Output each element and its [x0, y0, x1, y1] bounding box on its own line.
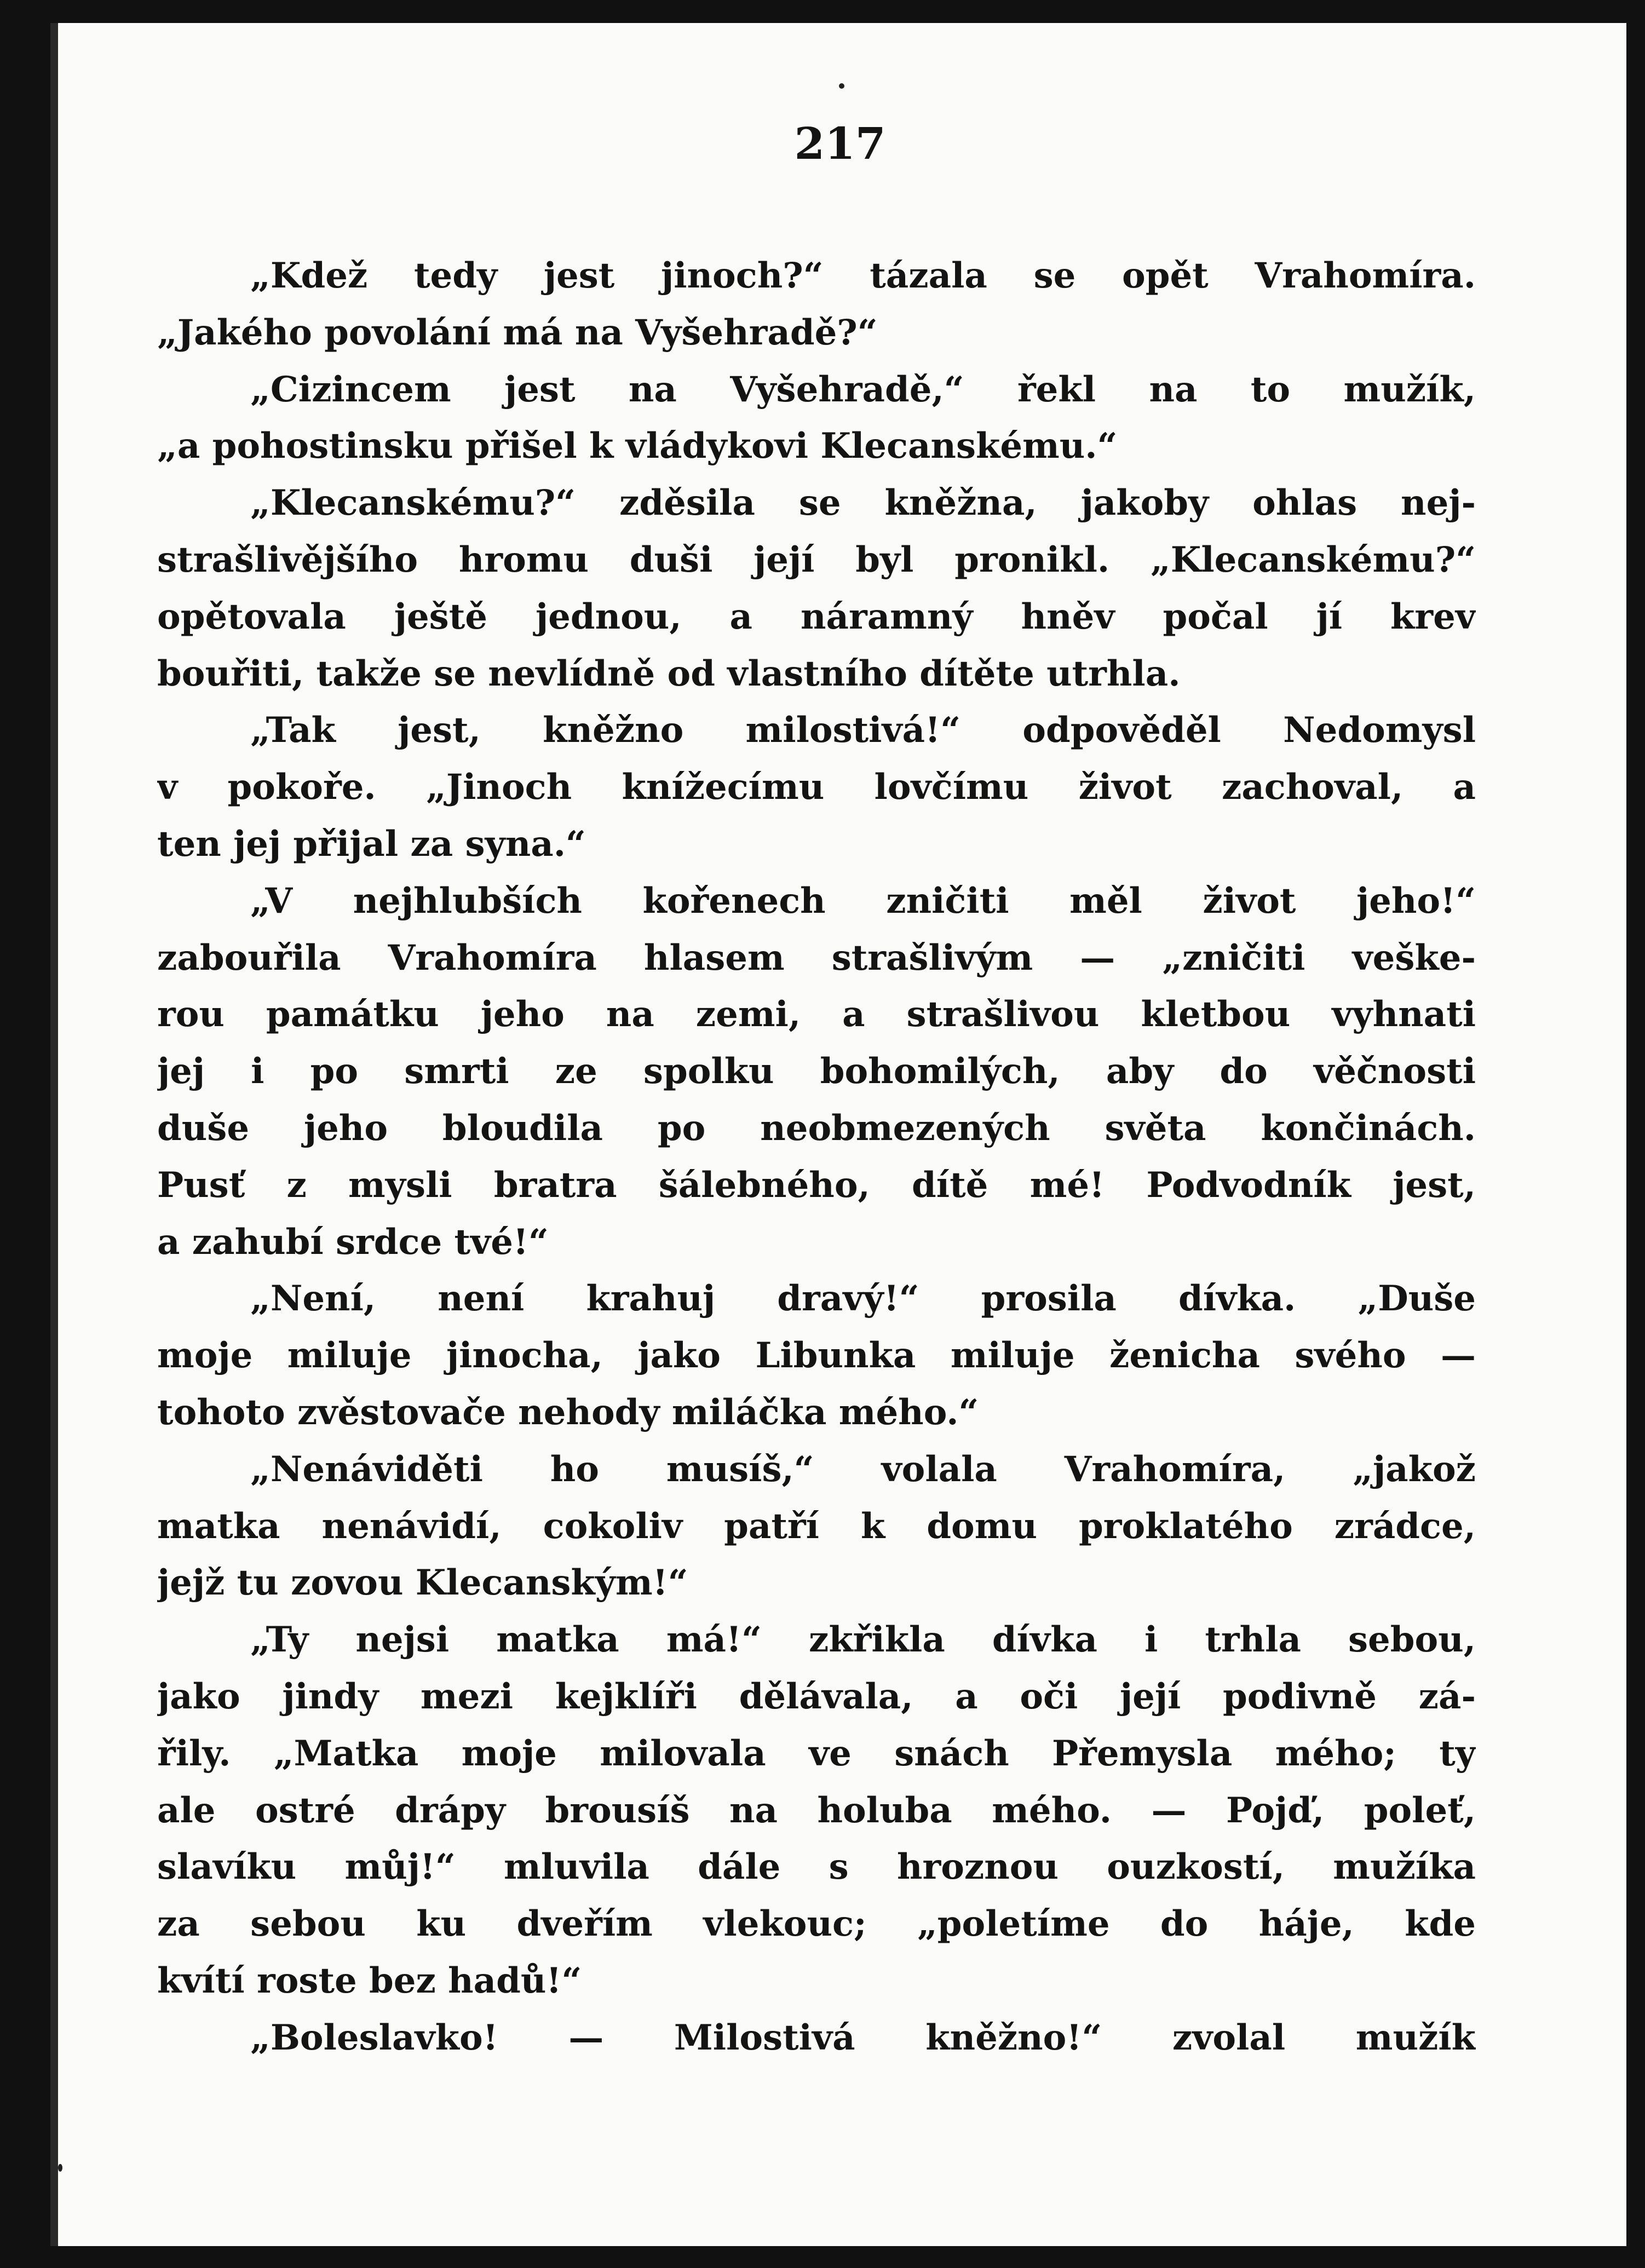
text-line: „Jakého povolání má na Vyšehradě?“ — [157, 312, 878, 353]
text-line: zabouřila Vrahomíra hlasem strašlivým — „zničiti veške- — [157, 937, 1476, 978]
text-line: „Cizincem jest na Vyšehradě,“ řekl na to mužík, — [250, 369, 1476, 410]
text-line: jako jindy mezi kejklíři dělávala, a oči její podivně zá- — [157, 1676, 1476, 1717]
text-line: „Kdež tedy jest jinoch?“ tázala se opět Vrahomíra. — [250, 255, 1476, 296]
text-line: „Tak jest, kněžno milostivá!“ odpověděl Nedomysl — [250, 710, 1476, 751]
text-line: ten jej přijal za syna.“ — [157, 823, 586, 865]
text-line: rou památku jeho na zemi, a strašlivou kletbou vyhnati — [157, 994, 1476, 1035]
text-line: řily. „Matka moje milovala ve snách Přemysla mého; ty — [157, 1732, 1476, 1774]
text-line: jejž tu zovou Klecanským!“ — [157, 1562, 688, 1604]
text-line: „V nejhlubších kořenech zničiti měl život jeho!“ — [250, 880, 1476, 922]
text-line: „Nenáviděti ho musíš,“ volala Vrahomíra, „jakož — [250, 1448, 1476, 1490]
page-body-text — [157, 247, 1476, 2066]
text-line: v pokoře. „Jinoch knížecímu lovčímu život zachoval, a — [157, 767, 1476, 808]
ink-speck — [58, 2164, 62, 2172]
page-number: 217 — [794, 118, 886, 169]
text-line: „Není, není krahuj dravý!“ prosila dívka. „Duše — [250, 1278, 1476, 1320]
text-line: strašlivějšího hromu duši její byl pronikl. „Klecanskému?“ — [157, 539, 1476, 580]
text-line: za sebou ku dveřím vlekouc; „poletíme do háje, kde — [157, 1903, 1476, 1945]
text-line: „Ty nejsi matka má!“ zkřikla dívka i trhla sebou, — [250, 1619, 1476, 1661]
text-line: Pusť z mysli bratra šálebného, dítě mé! Podvodník jest, — [157, 1164, 1476, 1206]
text-line: tohoto zvěstovače nehody miláčka mého.“ — [157, 1391, 979, 1433]
text-line: „Klecanskému?“ zděsila se kněžna, jakoby ohlas nej- — [250, 482, 1476, 524]
ink-speck — [839, 83, 844, 89]
text-line: matka nenávidí, cokoliv patří k domu proklatého zrádce, — [157, 1505, 1476, 1547]
text-line: kvítí roste bez hadů!“ — [157, 1960, 582, 2001]
text-line: bouřiti, takže se nevlídně od vlastního dítěte utrhla. — [157, 653, 1181, 694]
text-line: duše jeho bloudila po neobmezených světa končinách. — [157, 1107, 1476, 1149]
book-page — [50, 23, 1626, 2246]
text-line: „a pohostinsku přišel k vládykovi Klecanskému.“ — [157, 425, 1118, 467]
page-binding-edge — [50, 23, 58, 2246]
text-line: slavíku můj!“ mluvila dále s hroznou ouzkostí, mužíka — [157, 1846, 1476, 1888]
text-line: jej i po smrti ze spolku bohomilých, aby do věčnosti — [157, 1051, 1476, 1092]
text-line: a zahubí srdce tvé!“ — [157, 1221, 549, 1263]
text-line: „Boleslavko! — Milostivá kněžno!“ zvolal mužík — [250, 2017, 1476, 2058]
text-line: opětovala ještě jednou, a náramný hněv počal jí krev — [157, 596, 1476, 637]
text-line: ale ostré drápy brousíš na holuba mého. — Pojď, poleť, — [157, 1789, 1476, 1831]
text-line: moje miluje jinocha, jako Libunka miluje ženicha svého — — [157, 1335, 1476, 1377]
